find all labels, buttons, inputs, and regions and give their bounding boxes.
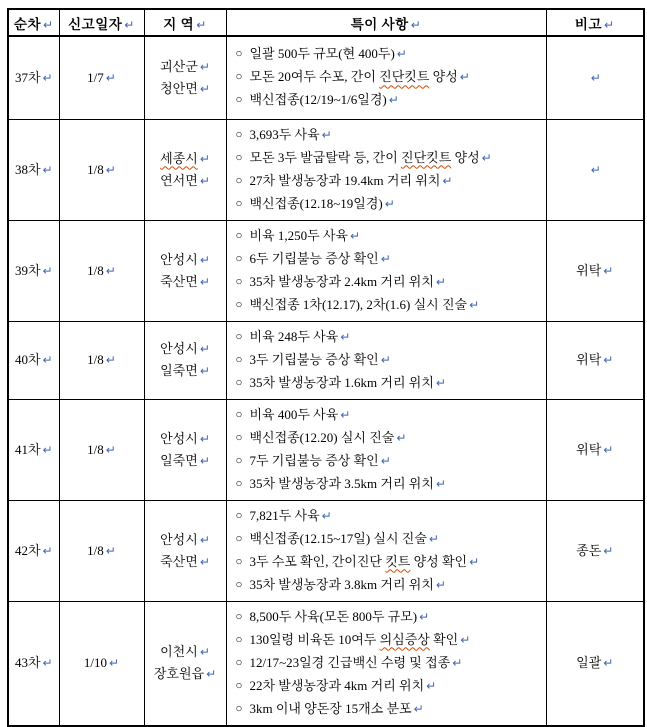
note-line — [236, 225, 542, 248]
text-segment: 죽산면 — [160, 273, 198, 289]
text-segment: 비육 1,250두 사육 — [249, 227, 348, 243]
text-line — [15, 655, 53, 670]
remark-cell — [546, 399, 644, 500]
paragraph-mark-icon: ↵ — [199, 151, 210, 166]
circle-bullet-icon: ○ — [235, 298, 243, 311]
paragraph-mark-icon: ↵ — [42, 70, 53, 85]
text-line — [15, 70, 53, 85]
seq-cell — [8, 399, 59, 500]
text-segment: 연서면 — [160, 172, 198, 188]
text-segment: 39차 — [14, 262, 41, 278]
text-segment: 1/8 — [87, 352, 104, 367]
table-row-5 — [8, 399, 644, 500]
circle-bullet-icon: ○ — [235, 702, 243, 715]
region-line — [145, 641, 226, 663]
text-segment: 양성 확인 — [410, 553, 468, 569]
paragraph-mark-icon: ↵ — [380, 453, 391, 468]
remark-cell — [546, 220, 644, 321]
note-line — [236, 349, 542, 372]
note-line — [236, 427, 542, 450]
text-segment: 장호원읍 — [153, 666, 205, 681]
paragraph-mark-icon: ↵ — [603, 353, 614, 367]
note-line — [236, 326, 542, 349]
text-line — [87, 442, 116, 457]
paragraph-mark-icon: ↵ — [196, 17, 207, 32]
text-segment: 35차 발생농장과 2.4km 거리 위치 — [249, 273, 434, 289]
notes-cell — [226, 601, 546, 726]
region-line — [145, 428, 226, 450]
notes-cell — [226, 399, 546, 500]
misspelled-word: 진단킷트 — [401, 149, 452, 165]
paragraph-mark-icon: ↵ — [469, 297, 480, 312]
note-line — [236, 404, 542, 427]
text-segment: 35차 발생농장과 3.8km 거리 위치 — [249, 576, 434, 592]
paragraph-mark-icon: ↵ — [460, 632, 471, 647]
remark-cell — [546, 500, 644, 601]
circle-bullet-icon: ○ — [235, 633, 243, 646]
paragraph-mark-icon: ↵ — [396, 47, 407, 62]
region-line — [145, 78, 226, 100]
text-segment: 40차 — [14, 352, 41, 367]
column-header-label: 특이 사항 — [350, 16, 409, 32]
paragraph-mark-icon: ↵ — [340, 407, 351, 422]
note-line — [236, 193, 542, 216]
paragraph-mark-icon: ↵ — [426, 678, 437, 693]
seq-cell — [8, 601, 59, 726]
table-header — [8, 9, 644, 36]
text-line — [87, 543, 116, 558]
paragraph-mark-icon: ↵ — [340, 329, 351, 344]
paragraph-mark-icon: ↵ — [452, 655, 463, 670]
region-line — [145, 56, 226, 78]
text-line — [87, 263, 116, 278]
remark-cell — [546, 601, 644, 726]
text-segment: 백신접종(12.20) 실시 진술 — [249, 429, 395, 445]
circle-bullet-icon: ○ — [235, 71, 243, 84]
circle-bullet-icon: ○ — [235, 656, 243, 669]
text-segment: 비육 400두 사육 — [249, 406, 339, 422]
remark-cell — [546, 321, 644, 399]
table-row-3 — [8, 220, 644, 321]
seq-cell — [8, 500, 59, 601]
circle-bullet-icon: ○ — [235, 353, 243, 366]
text-segment: 37차 — [14, 69, 41, 85]
notes-cell — [226, 500, 546, 601]
paragraph-mark-icon: ↵ — [435, 274, 446, 289]
misspelled-word: 진단킷트 — [379, 69, 430, 85]
circle-bullet-icon: ○ — [235, 330, 243, 343]
region-cell — [144, 220, 226, 321]
note-line — [236, 66, 542, 89]
paragraph-mark-icon: ↵ — [42, 543, 53, 558]
circle-bullet-icon: ○ — [235, 275, 243, 288]
note-line — [236, 675, 542, 698]
paragraph-mark-icon: ↵ — [199, 342, 210, 356]
region-cell — [144, 36, 226, 119]
text-segment: 일죽면 — [160, 452, 198, 468]
date-cell — [59, 601, 144, 726]
paragraph-mark-icon: ↵ — [442, 173, 453, 188]
text-segment: 백신접종(12.15~17일) 실시 진술 — [249, 530, 427, 546]
region-line — [145, 360, 226, 382]
text-segment: 종돈 — [576, 542, 602, 558]
paragraph-mark-icon: ↵ — [206, 667, 217, 681]
date-cell — [59, 500, 144, 601]
text-segment: 43차 — [14, 655, 41, 670]
date-cell — [59, 119, 144, 220]
paragraph-mark-icon: ↵ — [413, 701, 424, 716]
text-segment: 양성 — [451, 149, 480, 165]
circle-bullet-icon: ○ — [235, 578, 243, 591]
text-segment: 위탁 — [576, 441, 602, 457]
paragraph-mark-icon: ↵ — [199, 532, 210, 547]
region-cell — [144, 601, 226, 726]
paragraph-mark-icon: ↵ — [410, 17, 422, 32]
paragraph-mark-icon: ↵ — [388, 93, 399, 108]
circle-bullet-icon: ○ — [235, 555, 243, 568]
text-segment: 일죽면 — [160, 363, 198, 378]
paragraph-mark-icon: ↵ — [105, 442, 116, 457]
text-segment: 22차 발생농장과 4km 거리 위치 — [249, 677, 425, 693]
note-line — [236, 147, 542, 170]
paragraph-mark-icon: ↵ — [105, 70, 116, 85]
circle-bullet-icon: ○ — [235, 48, 243, 61]
region-line — [145, 338, 226, 360]
paragraph-mark-icon: ↵ — [199, 554, 210, 569]
circle-bullet-icon: ○ — [235, 128, 243, 141]
paragraph-mark-icon: ↵ — [590, 162, 601, 177]
text-segment: 비육 248두 사육 — [249, 328, 339, 344]
paragraph-mark-icon: ↵ — [350, 228, 361, 243]
circle-bullet-icon: ○ — [235, 679, 243, 692]
paragraph-mark-icon: ↵ — [42, 162, 53, 177]
text-line — [576, 352, 613, 367]
date-cell — [59, 399, 144, 500]
text-line — [589, 162, 601, 177]
text-segment: 백신접종(12.18~19일경) — [249, 195, 383, 211]
text-segment: 안성시 — [160, 531, 198, 547]
text-segment: 일괄 — [576, 655, 602, 670]
paragraph-mark-icon: ↵ — [603, 656, 614, 670]
column-header-seq — [8, 9, 59, 36]
paragraph-mark-icon: ↵ — [199, 173, 210, 188]
text-segment: 35차 발생농장과 3.5km 거리 위치 — [249, 475, 434, 491]
text-segment: 12/17~23일경 긴급백신 수령 및 접종 — [249, 654, 451, 670]
region-line — [145, 249, 226, 271]
note-line — [236, 629, 542, 652]
text-segment: 일괄 500두 규모(현 400두) — [249, 46, 395, 62]
paragraph-mark-icon: ↵ — [380, 352, 391, 367]
text-segment: 1/8 — [87, 441, 104, 457]
paragraph-mark-icon: ↵ — [105, 543, 116, 558]
paragraph-mark-icon: ↵ — [105, 162, 116, 177]
table-row-4 — [8, 321, 644, 399]
text-segment: 1/8 — [87, 262, 104, 278]
circle-bullet-icon: ○ — [235, 477, 243, 490]
paragraph-mark-icon: ↵ — [604, 17, 615, 32]
circle-bullet-icon: ○ — [235, 229, 243, 242]
paragraph-mark-icon: ↵ — [603, 263, 614, 278]
column-header-label: 지 역 — [163, 16, 195, 32]
text-segment: 3,693두 사육 — [249, 126, 320, 142]
text-segment: 7,821두 사육 — [249, 507, 320, 523]
region-line — [145, 271, 226, 293]
text-line — [87, 70, 116, 85]
text-segment: 죽산면 — [160, 553, 198, 569]
paragraph-mark-icon: ↵ — [42, 656, 53, 670]
text-segment: 41차 — [14, 441, 41, 457]
region-line — [145, 529, 226, 551]
date-cell — [59, 36, 144, 119]
text-line — [84, 655, 119, 670]
paragraph-mark-icon: ↵ — [199, 252, 210, 267]
paragraph-mark-icon: ↵ — [603, 543, 614, 558]
paragraph-mark-icon: ↵ — [199, 274, 210, 289]
circle-bullet-icon: ○ — [235, 252, 243, 265]
note-line — [236, 450, 542, 473]
paragraph-mark-icon: ↵ — [380, 251, 391, 266]
note-line — [236, 271, 542, 294]
circle-bullet-icon: ○ — [235, 151, 243, 164]
column-header-date — [59, 9, 144, 36]
column-header-label: 신고일자 — [68, 16, 123, 32]
paragraph-mark-icon: ↵ — [469, 554, 480, 569]
table-body — [8, 36, 644, 726]
note-line — [236, 505, 542, 528]
paragraph-mark-icon: ↵ — [199, 431, 210, 446]
seq-cell — [8, 321, 59, 399]
table-row-7 — [8, 601, 644, 726]
note-line — [236, 89, 542, 112]
table-row-1 — [8, 36, 644, 119]
document-page — [7, 8, 645, 727]
text-segment: 모돈 3두 발굽탈락 등, 간이 — [249, 149, 402, 165]
paragraph-mark-icon: ↵ — [42, 442, 53, 457]
seq-cell — [8, 119, 59, 220]
paragraph-mark-icon: ↵ — [199, 364, 210, 378]
paragraph-mark-icon: ↵ — [105, 353, 116, 367]
paragraph-mark-icon: ↵ — [199, 645, 210, 659]
paragraph-mark-icon: ↵ — [435, 577, 446, 592]
paragraph-mark-icon: ↵ — [42, 353, 53, 367]
paragraph-mark-icon: ↵ — [428, 531, 439, 546]
note-line — [236, 248, 542, 271]
region-line — [145, 170, 226, 192]
paragraph-mark-icon: ↵ — [199, 81, 210, 96]
text-segment: 35차 발생농장과 1.6km 거리 위치 — [249, 374, 434, 390]
note-line — [236, 124, 542, 147]
text-segment: 3두 기립불능 증상 확인 — [249, 351, 379, 367]
table-row-2 — [8, 119, 644, 220]
paragraph-mark-icon: ↵ — [603, 442, 614, 457]
misspelled-word: 의심증상 — [379, 631, 430, 647]
text-segment: 6두 기립불능 증상 확인 — [249, 250, 379, 266]
text-segment: 38차 — [14, 161, 41, 177]
column-header-label: 비고 — [574, 16, 603, 32]
text-segment: 백신접종 1차(12.17), 2차(1.6) 실시 진술 — [249, 296, 468, 312]
text-segment: 27차 발생농장과 19.4km 거리 위치 — [249, 172, 441, 188]
text-segment: 이천시 — [160, 644, 198, 659]
text-line — [15, 442, 53, 457]
text-segment: 안성시 — [160, 430, 198, 446]
text-line — [15, 162, 53, 177]
text-line — [15, 543, 53, 558]
seq-cell — [8, 36, 59, 119]
text-line — [576, 655, 613, 670]
text-segment: 1/8 — [87, 161, 104, 177]
paragraph-mark-icon: ↵ — [124, 17, 135, 32]
table-row-6 — [8, 500, 644, 601]
text-segment: 위탁 — [576, 262, 602, 278]
text-segment: 괴산군 — [160, 58, 198, 74]
region-cell — [144, 119, 226, 220]
text-segment: 안성시 — [160, 341, 198, 356]
text-segment: 1/10 — [83, 655, 108, 670]
text-segment: 양성 — [429, 69, 458, 85]
text-segment: 청안면 — [160, 80, 198, 96]
text-segment: 3두 수포 확인, 간이진단 — [249, 553, 386, 569]
notes-cell — [226, 36, 546, 119]
circle-bullet-icon: ○ — [235, 376, 243, 389]
note-line — [236, 43, 542, 66]
note-line — [236, 294, 542, 317]
circle-bullet-icon: ○ — [235, 431, 243, 444]
paragraph-mark-icon: ↵ — [396, 430, 407, 445]
notes-cell — [226, 119, 546, 220]
text-line — [576, 263, 613, 278]
region-cell — [144, 321, 226, 399]
paragraph-mark-icon: ↵ — [199, 59, 210, 74]
region-line — [145, 148, 226, 170]
text-line — [87, 162, 116, 177]
note-line — [236, 170, 542, 193]
seq-cell — [8, 220, 59, 321]
text-segment: 7두 기립불능 증상 확인 — [249, 452, 379, 468]
column-header-region — [144, 9, 226, 36]
paragraph-mark-icon: ↵ — [105, 263, 116, 278]
note-line — [236, 652, 542, 675]
circle-bullet-icon: ○ — [235, 94, 243, 107]
region-line — [145, 663, 226, 685]
circle-bullet-icon: ○ — [235, 174, 243, 187]
text-line — [576, 543, 613, 558]
note-line — [236, 551, 542, 574]
region-line — [145, 551, 226, 573]
text-segment: 42차 — [14, 542, 41, 558]
note-line — [236, 574, 542, 597]
text-segment: 안성시 — [160, 251, 198, 267]
paragraph-mark-icon: ↵ — [590, 70, 601, 85]
paragraph-mark-icon: ↵ — [321, 508, 332, 523]
text-segment: 백신접종(12/19~1/6일경) — [249, 92, 387, 108]
paragraph-mark-icon: ↵ — [43, 17, 54, 32]
text-line — [589, 70, 601, 85]
note-line — [236, 473, 542, 496]
paragraph-mark-icon: ↵ — [109, 656, 120, 670]
note-line — [236, 606, 542, 629]
paragraph-mark-icon: ↵ — [419, 609, 430, 624]
paragraph-mark-icon: ↵ — [42, 263, 53, 278]
text-line — [15, 263, 53, 278]
region-line — [145, 450, 226, 472]
text-line — [87, 352, 116, 367]
text-segment: 3km 이내 양돈장 15개소 분포 — [249, 700, 412, 716]
circle-bullet-icon: ○ — [235, 610, 243, 623]
date-cell — [59, 321, 144, 399]
paragraph-mark-icon: ↵ — [199, 453, 210, 468]
text-segment: 8,500두 사육(모돈 800두 규모) — [249, 608, 418, 624]
remark-cell — [546, 36, 644, 119]
text-line — [576, 442, 613, 457]
report-table — [7, 8, 645, 727]
text-segment: 1/7 — [87, 69, 104, 85]
text-segment: 확인 — [429, 631, 459, 647]
text-segment: 모돈 20여두 수포, 간이 — [249, 69, 380, 85]
header-row — [8, 9, 644, 36]
notes-cell — [226, 321, 546, 399]
column-header-label: 순차 — [13, 16, 42, 32]
circle-bullet-icon: ○ — [235, 197, 243, 210]
paragraph-mark-icon: ↵ — [321, 127, 332, 142]
region-cell — [144, 399, 226, 500]
paragraph-mark-icon: ↵ — [459, 70, 470, 85]
remark-cell — [546, 119, 644, 220]
region-cell — [144, 500, 226, 601]
notes-cell — [226, 220, 546, 321]
paragraph-mark-icon: ↵ — [435, 375, 446, 390]
text-line — [15, 352, 53, 367]
note-line — [236, 372, 542, 395]
text-segment: 1/8 — [87, 542, 104, 558]
paragraph-mark-icon: ↵ — [435, 476, 446, 491]
column-header-remark — [546, 9, 644, 36]
text-segment: 위탁 — [576, 352, 602, 367]
misspelled-word: 킷트 — [385, 553, 411, 569]
column-header-notes — [226, 9, 546, 36]
circle-bullet-icon: ○ — [235, 532, 243, 545]
note-line — [236, 698, 542, 721]
circle-bullet-icon: ○ — [235, 408, 243, 421]
note-line — [236, 528, 542, 551]
paragraph-mark-icon: ↵ — [384, 196, 395, 211]
circle-bullet-icon: ○ — [235, 454, 243, 467]
date-cell — [59, 220, 144, 321]
paragraph-mark-icon: ↵ — [481, 150, 492, 165]
text-segment: 130일령 비육돈 10여두 — [249, 631, 380, 647]
circle-bullet-icon: ○ — [235, 509, 243, 522]
misspelled-word: 세종시 — [160, 150, 198, 166]
